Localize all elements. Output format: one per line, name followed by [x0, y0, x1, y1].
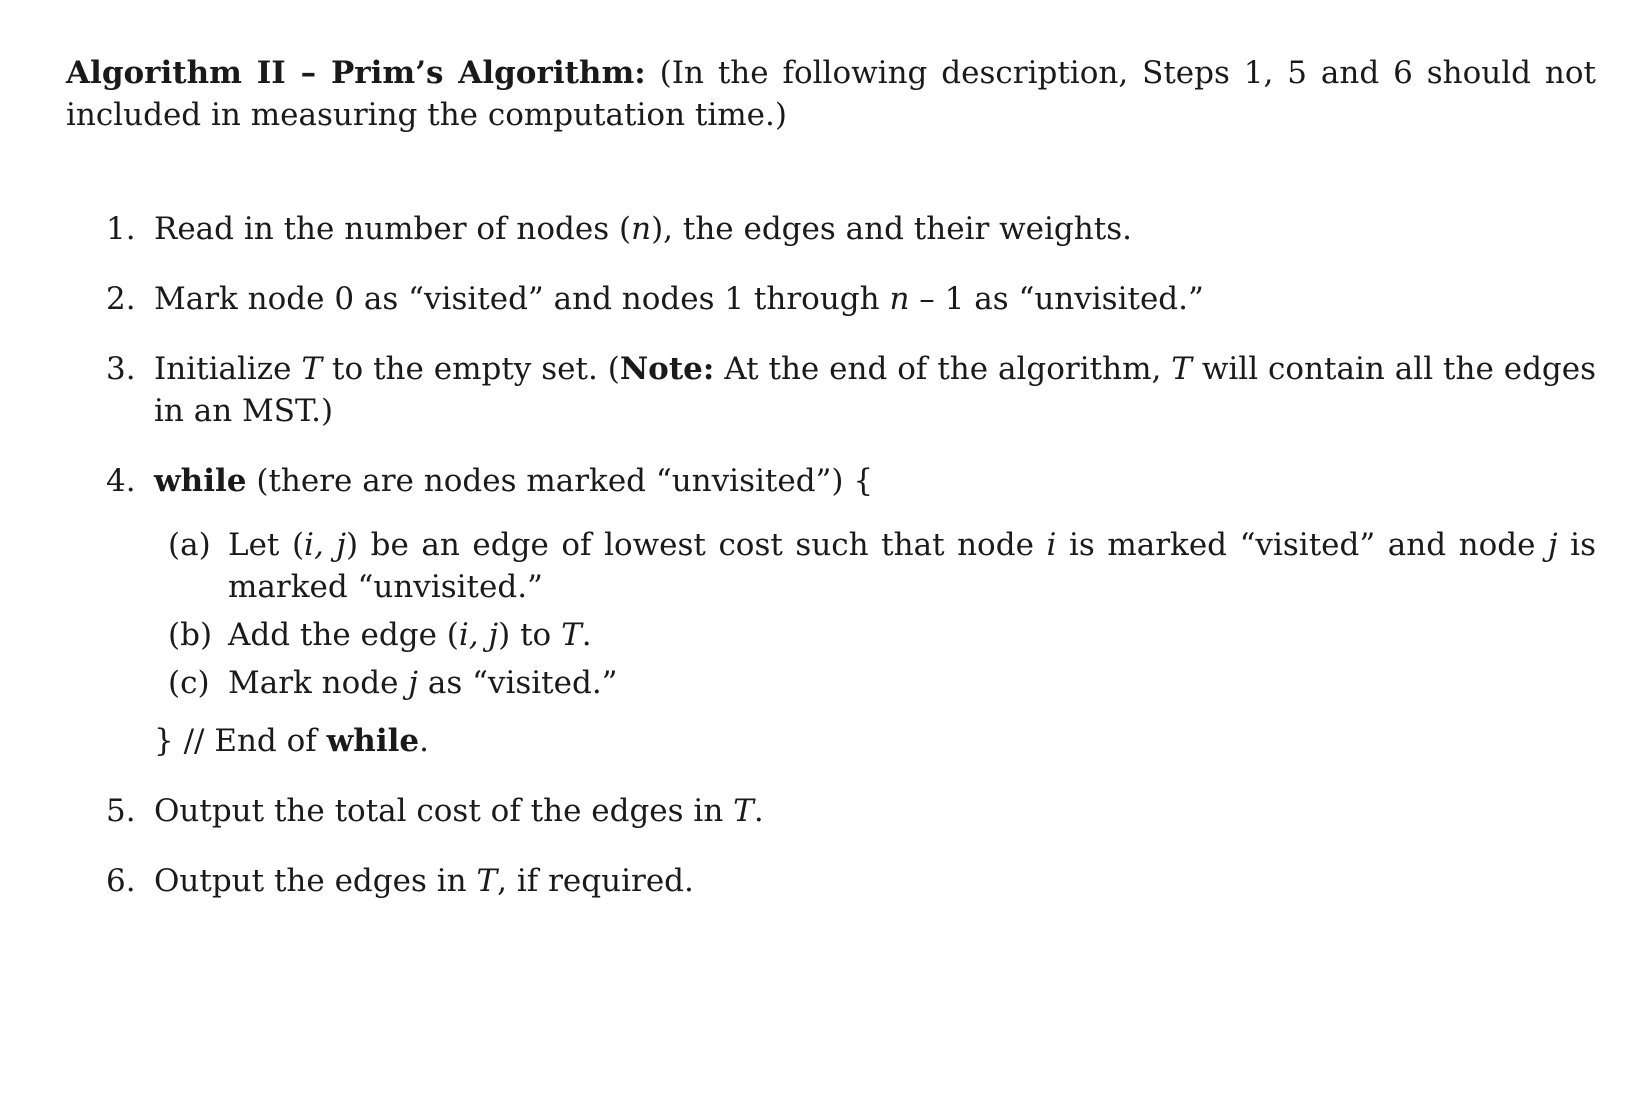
step-4a	[66, 524, 1596, 608]
step-text: } // End of	[154, 723, 327, 759]
math-var: i	[1046, 527, 1057, 563]
end-while-line	[66, 720, 1596, 762]
step-text: Read in the number of nodes (	[154, 211, 632, 247]
step-text: Mark node	[228, 665, 409, 701]
math-var: T	[1171, 351, 1192, 387]
step-text: Mark node 0 as “visited” and nodes 1 through	[154, 281, 890, 317]
math-var: i, j	[458, 617, 499, 653]
step-text: as “visited.”	[417, 665, 618, 701]
math-var: T	[476, 863, 498, 899]
step-text: Initialize	[154, 351, 302, 387]
substep-label: (a)	[168, 527, 211, 563]
step-text: .	[419, 723, 429, 759]
step-text: Output the total cost of the edges in	[154, 793, 734, 829]
step-number: 4.	[106, 463, 136, 499]
step-number: 5.	[106, 793, 136, 829]
substep-label: (b)	[168, 617, 213, 653]
step-text: – 1 as “unvisited.”	[909, 281, 1204, 317]
steps-list	[66, 208, 1596, 902]
step-text: .	[581, 617, 592, 653]
substep-label: (c)	[168, 665, 210, 701]
step-text: is marked “visited” and node	[1056, 527, 1548, 563]
step-number: 2.	[106, 281, 136, 317]
step-3	[66, 348, 1596, 432]
algorithm-title: Algorithm II – Prim’s Algorithm:	[66, 55, 646, 91]
intro-paragraph	[66, 52, 1596, 136]
step-text: , if required.	[497, 863, 694, 899]
step-text: Output the edges in	[154, 863, 477, 899]
document-page	[66, 52, 1596, 930]
intro-text: (In the following description, Steps 1, 5 and 6 should not included in measuring the computation time.)	[66, 55, 1596, 133]
step-number: 1.	[106, 211, 136, 247]
math-var: n	[889, 281, 910, 317]
step-text: ), the edges and their weights.	[651, 211, 1132, 247]
step-text: (there are nodes marked “unvisited”) {	[246, 463, 874, 499]
math-var: j	[408, 665, 418, 701]
keyword-while: while	[326, 723, 420, 759]
step-text: Let (	[228, 527, 305, 563]
step-2	[66, 278, 1596, 320]
step-number: 3.	[106, 351, 136, 387]
step-text: At the end of the algorithm,	[714, 351, 1172, 387]
step-4c	[66, 662, 1596, 704]
step-6	[66, 860, 1596, 902]
math-var: i, j	[304, 527, 346, 563]
math-var: T	[301, 351, 323, 387]
math-var: T	[561, 617, 582, 653]
math-var: T	[733, 793, 754, 829]
step-text: .	[753, 793, 764, 829]
step-text: ) be an edge of lowest cost such that node	[346, 527, 1047, 563]
step-text: will contain all the edges in an MST.)	[154, 351, 1597, 429]
step-4	[66, 460, 1596, 502]
math-var: n	[631, 211, 652, 247]
step-text: is marked “unvisited.”	[228, 527, 1596, 605]
step-1	[66, 208, 1596, 250]
step-5	[66, 790, 1596, 832]
keyword-while: while	[154, 463, 247, 499]
math-var: j	[1547, 527, 1558, 563]
step-text: ) to	[498, 617, 562, 653]
step-4b	[66, 614, 1596, 656]
step-text: Add the edge (	[228, 617, 459, 653]
step-text: to the empty set. (	[322, 351, 620, 387]
note-label: Note:	[619, 351, 715, 387]
step-number: 6.	[106, 863, 136, 899]
